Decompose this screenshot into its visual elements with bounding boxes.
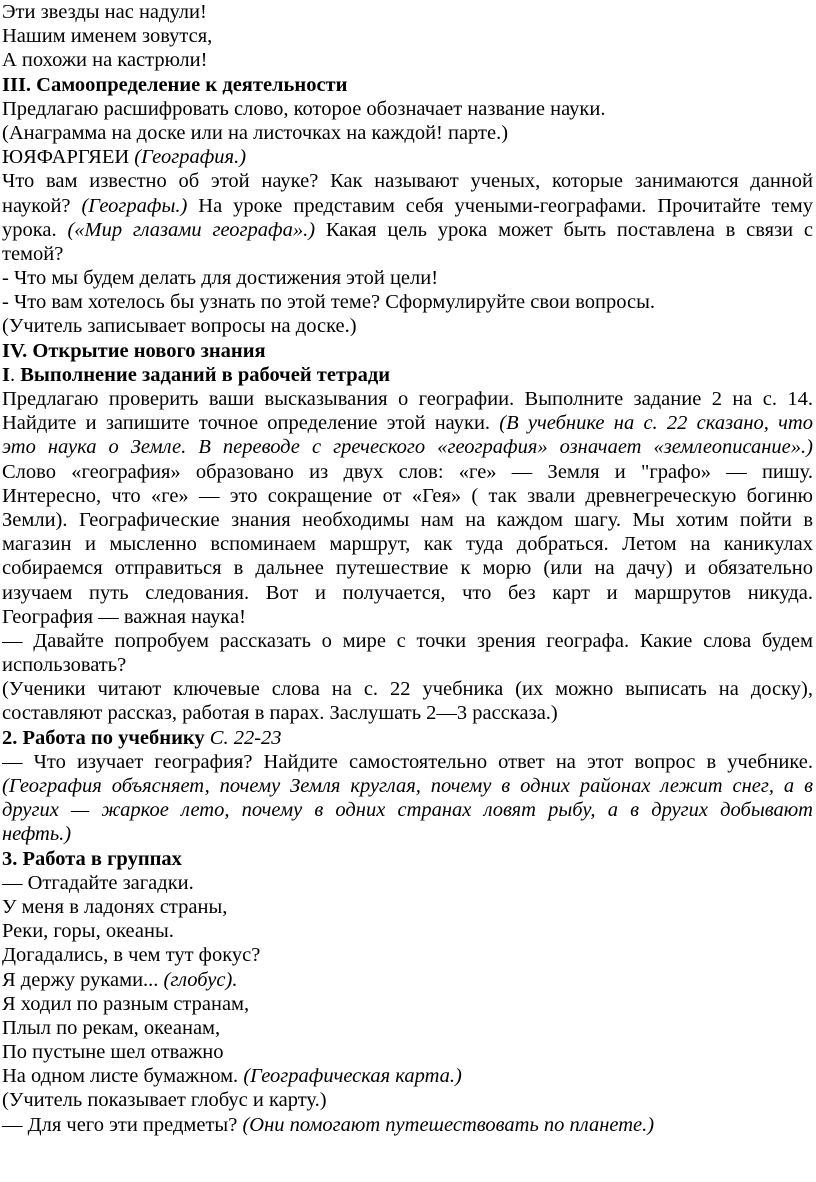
- text-segment: наукой?: [2, 194, 82, 217]
- bold-text: 3. Работа в группах: [2, 847, 182, 870]
- text-line: [2, 266, 813, 290]
- text-line: [2, 629, 813, 653]
- text-line: [2, 774, 813, 798]
- text-line: [2, 1113, 813, 1137]
- text-segment: У меня в ладонях страны,: [2, 895, 228, 918]
- text-segment: - Что вам хотелось бы узнать по этой теме? Сформулируйте свои вопросы.: [2, 291, 655, 314]
- text-segment: География — важная наука!: [2, 605, 246, 628]
- text-line: [2, 581, 813, 605]
- text-segment: Слово «география» образовано из двух слов: «ге» — Земля и "графо» — пишу.: [2, 460, 813, 483]
- italic-text: (глобус).: [163, 968, 238, 991]
- text-line: [2, 435, 813, 459]
- text-segment: .: [9, 363, 21, 386]
- text-segment: (Учитель показывает глобус и карту.): [2, 1089, 327, 1112]
- text-segment: использовать?: [2, 654, 127, 677]
- text-line: [2, 822, 813, 846]
- text-segment: урока.: [2, 218, 68, 241]
- text-segment: изучаем путь следования. Вот и получается, что без карт и маршрутов никуда.: [2, 581, 813, 604]
- text-line: [2, 145, 813, 169]
- text-segment: ЮЯФАРГЯЕИ: [2, 146, 135, 169]
- text-line: [2, 653, 813, 677]
- text-line: [2, 387, 813, 411]
- text-segment: (Анаграмма на доске или на листочках на каждой! парте.): [2, 121, 509, 144]
- text-segment: Догадались, в чем тут фокус?: [2, 944, 261, 967]
- text-segment: — Давайте попробуем рассказать о мире с точки зрения географа. Какие слова будем: [2, 629, 813, 652]
- text-line: [2, 169, 813, 193]
- text-line: [2, 0, 813, 24]
- bold-text: I: [2, 363, 10, 386]
- text-line: [2, 556, 813, 580]
- text-segment: (Ученики читают ключевые слова на с. 22 учебника (их можно выписать на доску),: [2, 678, 813, 701]
- text-segment: Земли). Географические знания необходимы нам на каждом шагу. Мы хотим пойти в: [2, 508, 813, 531]
- text-segment: собираемся отправиться в дальнее путешествие к морю (или на дачу) и обязательно: [2, 557, 813, 580]
- text-line: [2, 290, 813, 314]
- text-line: [2, 968, 813, 992]
- text-line: [2, 701, 813, 725]
- text-line: [2, 871, 813, 895]
- text-line: [2, 798, 813, 822]
- text-line: [2, 750, 813, 774]
- italic-text: (Они помогают путешествовать по планете.): [242, 1113, 655, 1136]
- text-line: [2, 919, 813, 943]
- text-line: [2, 314, 813, 338]
- text-line: [2, 121, 813, 145]
- text-line: [2, 1088, 813, 1112]
- text-segment: Какая цель урока может быть поставлена в связи с: [315, 218, 813, 241]
- text-line: [2, 943, 813, 967]
- text-segment: Эти звезды нас надули!: [2, 1, 207, 23]
- bold-text: Выполнение заданий в рабочей тетради: [20, 363, 391, 386]
- text-line: [2, 508, 813, 532]
- text-line: [2, 24, 813, 48]
- text-line: [2, 73, 813, 97]
- text-segment: Предлагаю проверить ваши высказывания о географии. Выполните задание 2 на с. 14.: [2, 388, 813, 410]
- italic-text: (География.): [134, 146, 247, 169]
- text-segment: — Что изучает география? Найдите самостоятельно ответ на этот вопрос в учебнике.: [2, 750, 813, 773]
- italic-text: (География объясняет, почему Земля круглая, почему в одних районах лежит снег, а в: [2, 775, 813, 797]
- text-segment: На одном листе бумажном.: [2, 1065, 244, 1088]
- text-segment: составляют рассказ, работая в парах. Заслушать 2—3 рассказа.): [2, 702, 558, 725]
- text-line: [2, 48, 813, 72]
- italic-text: («Мир глазами географа».): [67, 218, 316, 241]
- italic-text: нефть.): [2, 823, 72, 846]
- text-segment: магазин и мысленно вспоминаем маршрут, как туда добраться. Летом на каникулах: [2, 533, 813, 556]
- bold-text: III. Самоопределение к деятельности: [2, 73, 348, 96]
- italic-text: (В учебнике на с. 22 сказано, что: [499, 412, 813, 435]
- bold-text: 2. Работа по учебнику: [2, 726, 210, 749]
- text-segment: Я ходил по разным странам,: [2, 992, 250, 1015]
- text-segment: — Отгадайте загадки.: [2, 871, 194, 894]
- italic-text: других — жаркое лето, почему в одних странах ловят рыбу, а в других добывают: [2, 799, 813, 822]
- italic-text: С. 22-23: [209, 726, 282, 749]
- text-segment: Нашим именем зовутся,: [2, 25, 213, 48]
- text-line: [2, 484, 813, 508]
- italic-text: (Географическая карта.): [243, 1065, 462, 1088]
- text-line: [2, 992, 813, 1016]
- text-segment: Предлагаю расшифровать слово, которое обозначает название науки.: [2, 97, 606, 120]
- bold-text: IV. Открытие нового знания: [2, 339, 266, 362]
- text-segment: Найдите и запишите точное определение этой науки.: [2, 412, 500, 435]
- text-segment: — Для чего эти предметы?: [2, 1113, 243, 1136]
- text-segment: - Что мы будем делать для достижения этой цели!: [2, 267, 439, 290]
- text-line: [2, 847, 813, 871]
- text-segment: Плыл по рекам, океанам,: [2, 1016, 221, 1039]
- text-line: [2, 677, 813, 701]
- text-line: [2, 363, 813, 387]
- text-segment: Интересно, что «ге» — это сокращение от «Гея» ( так звали древнегреческую богиню: [2, 484, 813, 507]
- text-line: [2, 194, 813, 218]
- text-line: [2, 460, 813, 484]
- text-segment: На уроке представим себя учеными-географами. Прочитайте тему: [187, 194, 813, 217]
- text-line: [2, 532, 813, 556]
- text-segment: Что вам известно об этой науке? Как называют ученых, которые занимаются данной: [2, 170, 813, 193]
- text-line: [2, 97, 813, 121]
- text-line: [2, 1016, 813, 1040]
- text-segment: По пустыне шел отважно: [2, 1041, 224, 1064]
- text-line: [2, 895, 813, 919]
- text-segment: (Учитель записывает вопросы на доске.): [2, 315, 357, 338]
- text-line: [2, 242, 813, 266]
- text-segment: Реки, горы, океаны.: [2, 920, 174, 943]
- text-line: [2, 1040, 813, 1064]
- text-segment: темой?: [2, 242, 64, 265]
- text-line: [2, 1064, 813, 1088]
- italic-text: это наука о Земле. В переводе с греческого «география» означает «землеописание».): [2, 436, 813, 459]
- text-segment: Я держу руками...: [2, 968, 164, 991]
- text-segment: А похожи на кастрюли!: [2, 49, 208, 72]
- text-line: [2, 339, 813, 363]
- text-line: [2, 411, 813, 435]
- text-line: [2, 726, 813, 750]
- italic-text: (Географы.): [81, 194, 188, 217]
- text-line: [2, 218, 813, 242]
- text-line: [2, 605, 813, 629]
